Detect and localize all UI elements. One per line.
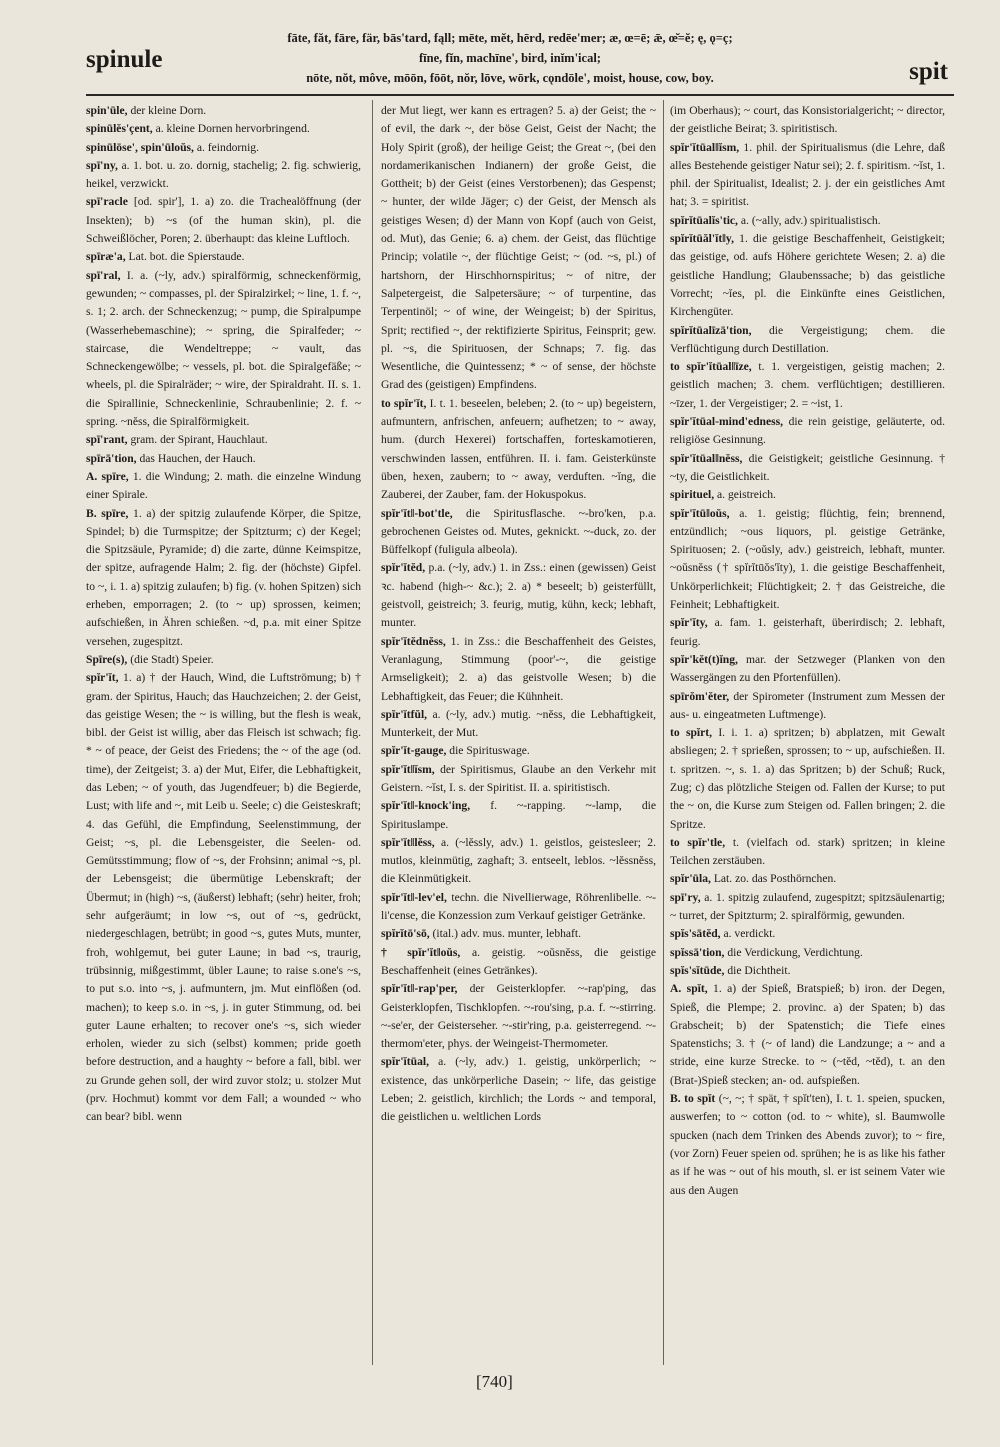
entry-headword: spīrā'tion, (86, 451, 137, 465)
dictionary-entry (670, 870, 945, 888)
dictionary-entry (381, 761, 656, 798)
dictionary-entry (670, 139, 945, 212)
entry-headword: spīræ'a, (86, 250, 126, 264)
entry-headword: spĭssā'tion, (670, 945, 725, 959)
entry-headword: spĭr'ĭt, (86, 671, 119, 685)
entry-headword: spĭr'ĭtĕd, (381, 561, 426, 575)
entry-headword: spĭs'sātĕd, (670, 927, 721, 941)
entry-headword: spĭr'ĭt‖-bot'tle, (381, 506, 453, 520)
pronunciation-key-line: fīne, fĭn, machīne', bird, inĭm'ical; (419, 51, 601, 65)
entry-headword: spĭr'ĭtūal‖ĭsm, (670, 140, 740, 154)
entry-column-2 (381, 102, 656, 1127)
entry-headword: spirituel, (670, 488, 715, 502)
entry-definition: a. geistig. ~oŭsnĕss, die geistige Beschaffenheit (eines Getränkes). (381, 945, 657, 977)
entry-headword: † spĭr'ĭt‖oŭs, (381, 945, 461, 959)
dictionary-entry (86, 669, 361, 1126)
entry-headword: spĭrĭtō'sō, (381, 927, 430, 941)
entry-definition: [od. spir'], 1. a) zo. die Trachealöffnung (der Insekten); b) ~s (of the human skin), pl. die Schweißlöcher, Poren; 2. überhaupt: das kleine Luftloch. (86, 195, 361, 246)
entry-headword: A. spīre, (86, 469, 129, 483)
entry-definition: a. 1. bot. u. zo. dornig, stachelig; 2. fig. schwierig, heikel, verzwickt. (86, 158, 361, 191)
entry-definition: der Mut liegt, wer kann es ertragen? 5. a) der Geist; the ~ of evil, the dark ~, der böse Geist, Geist der Nacht; the Holy Spirit (groß), der heilige Geist; the Great ~, (bei den nordamerikanischen Indianern) der große Geist, die Gottheit; b) der Geist (eines Verstorbenen); das Gespenst; ~ hunter, der wilde Jäger; c) der Geist, der Mensch als geistiges Wesen; d) der Mann von Kopf (auch von Geist, od. Mut), das Genie; 6. a) chem. der Geist, das flüchtige Princip; volatile ~, der flüchtige Geist; ~ (od. ~s, pl.) of hartshorn, der Hirschhornspiritus; ~ of nitre, der Salpetergeist, die Salpetersäure; ~ of turpentine, das Terpentinöl; ~ of wine, der Weingeist; b) der Spiritus, Sprit; rectified ~, der rektifizierte Spiritus, Feinsprit; gew. pl. ~s, die Spirituosen, der Schnaps; 7. fig. das Wesentliche, die Quintessenz; * ~ of sense, der höchste Grad des (geistigen) Empfindens. (381, 104, 656, 392)
entry-headword: spī'rant, (86, 433, 128, 447)
dictionary-entry (670, 980, 945, 1090)
entry-headword: spĭrĭtūalīzā'tion, (670, 323, 752, 337)
entry-definition: der Spiritismus, Glaube an den Verkehr mit Geistern. ~ĭst, I. s. der Spiritist. II. a. spiritistisch. (381, 762, 656, 794)
entry-headword: spī'racle (86, 195, 128, 209)
entry-headword: spĭr'ĭtūal, (381, 1055, 429, 1069)
entry-definition: 1. die geistige Beschaffenheit, Geistigkeit; das geistige, od. aufs Höhere gerichtete Wesen; 2. a) die geistliche Handlung; Glaubenssache; b) das geistliche Vorrecht; ~ĭes, pl. die Einkünfte eines Geistlichen, Kirchengüter. (670, 232, 945, 319)
dictionary-entry (670, 962, 945, 980)
dictionary-entry (670, 834, 945, 871)
entry-definition: (im Oberhaus); ~ court, das Konsistorialgericht; ~ director, der geistliche Beirat; 3. spiritistisch. (670, 104, 945, 136)
dictionary-entry (381, 944, 656, 981)
entry-column-1 (86, 102, 361, 1127)
entry-headword: spin'ūle, (86, 104, 128, 117)
entry-definition: (ital.) adv. mus. munter, lebhaft. (432, 927, 582, 941)
dictionary-entry (381, 559, 656, 632)
entry-definition: a. verdickt. (723, 927, 776, 941)
dictionary-entry (381, 706, 656, 743)
dictionary-entry (86, 102, 361, 120)
dictionary-entry (381, 797, 656, 834)
column-divider (372, 100, 373, 1365)
entry-definition: 1. a) der Spieß, Bratspieß; b) iron. der Degen, Spieß, die Plempe; 2. provinc. a) der Spaten; b) das Grabscheit; b) der Spatenstich; die Tiefe eines Spatenstichs; 3. † (~ of land) die Landzunge; a ~ and a stride, eine kurze Strecke. to ~ (~tĕd, ~tĕd), t. an den (Brat-)Spieß stecken; an- od. aufspießen. (670, 982, 945, 1087)
entry-headword: spĭr'ĭty, (670, 616, 708, 630)
page-number: [740] (476, 1372, 513, 1391)
dictionary-entry (670, 230, 945, 321)
entry-headword: to spĭr'ĭtūal‖īze, (670, 360, 752, 374)
entry-definition: f. ~-rapping. ~-lamp, die Spirituslampe. (381, 799, 656, 831)
dictionary-entry (670, 322, 945, 359)
entry-definition: p.a. (~ly, adv.) 1. in Zss.: einen (gewissen) Geist ꝛc. habend (high-~ &c.); 2. a) * beseelt; b) geisterfüllt, geistvoll, geistreich; 3. feurig, mutig, kühn, keck; lebhaft, munter. (381, 561, 656, 630)
entry-definition: die Spirituswage. (449, 744, 530, 758)
dictionary-entry (381, 395, 656, 505)
dictionary-entry (86, 450, 361, 468)
entry-headword: spĭr'ĭtūal-mind'edness, (670, 415, 784, 429)
entry-definition: die Vergeistigung; chem. die Verflüchtigung durch Destillation. (670, 323, 945, 355)
entry-definition: der Geisterklopfer. ~-rap'ping, das Geisterklopfen, Tischklopfen. ~-rou'sing, p.a. f. ~-stirring. ~-se'er, der Geisterseher. ~-stir'ring, p.a. geisterregend. ~-thermom'eter, phys. der Weingeist-Thermometer. (381, 982, 656, 1051)
entry-headword: B. to spĭt (670, 1092, 716, 1106)
entry-headword: spĭrĭtūăl'ĭt‖y, (670, 232, 734, 246)
pronunciation-key (230, 28, 790, 88)
dictionary-entry (381, 834, 656, 889)
entry-headword: spĭr'ĭt‖ĭsm, (381, 762, 435, 776)
entry-definition: 1. in Zss.: die Beschaffenheit des Geistes, Veranlagung, Stimmung (poor'-~, die geistige Armseligkeit); 2. a) das geistvolle Wesen; b) die Lebhaftigkeit, das Feuer; die Kühnheit. (381, 634, 656, 703)
dictionary-entry (381, 505, 656, 560)
dictionary-entry (670, 486, 945, 504)
entry-headword: A. spĭt, (670, 982, 708, 996)
entry-definition: das Hauchen, der Hauch. (139, 451, 256, 465)
entry-headword: spĭr'ĭtūal‖nĕss, (670, 451, 743, 465)
dictionary-entry (381, 633, 656, 706)
entry-definition: die Spiritusflasche. ~-bro'ken, p.a. gebrochenen Geistes od. Mutes, geknickt. ~-duck, zo. der Büffelkopf (fuligula albeola). (381, 506, 657, 557)
entry-definition: a. 1. spitzig zulaufend, zugespitzt; spitzsäulenartig; ~ turret, der Spitzturm; 2. spiralförmig, gewunden. (670, 890, 945, 923)
entry-headword: B. spīre, (86, 506, 129, 520)
pronunciation-key-line: fāte, făt, fāre, fär, bās'tard, fąll; mēte, mĕt, hērd, redēe'mer; æ, œ=ē; ǣ, œ̆=ĕ; ę, ǫ=ç; (287, 31, 733, 45)
entry-headword: spī'ny, (86, 158, 118, 172)
dictionary-entry (670, 413, 945, 450)
entry-definition: a. fam. 1. geisterhaft, überirdisch; 2. lebhaft, feurig. (670, 616, 945, 648)
entry-definition: gram. der Spirant, Hauchlaut. (130, 433, 268, 447)
dictionary-entry (670, 889, 945, 926)
entry-headword: to spĭr'ĭt, (381, 396, 427, 410)
entry-headword: spĭs'sĭtūde, (670, 963, 725, 977)
dictionary-entry (670, 505, 945, 615)
dictionary-entry (86, 248, 361, 266)
header-rule (86, 94, 954, 96)
entry-headword: spĭr'kĕt(t)ĭng, (670, 652, 738, 666)
entry-headword: spĭr'ūla, (670, 872, 711, 886)
entry-definition: die Verdickung, Verdichtung. (727, 945, 863, 959)
entry-definition: a. 1. geistig; flüchtig, fein; brennend, entzündlich; ~ous liquors, pl. geistige Getränke, Spirituosen; 2. (~oŭsly, adv.) geistreich, lebhaft, munter. ~oŭsnĕss († spĭrĭtūŏs'ĭty), 1. die geistige Beschaffenheit, Unkörperlichkeit; Flüchtigkeit; 2. † das Geistreiche, die Feinheit; Lebhaftigkeit. (670, 506, 945, 612)
dictionary-entry (86, 468, 361, 505)
dictionary-entry (86, 139, 361, 157)
entry-headword: spĭr'ĭt‖lĕss, (381, 835, 435, 849)
dictionary-entry (670, 614, 945, 651)
entry-definition: die rein geistige, geläuterte, od. religiöse Gesinnung. (670, 415, 945, 447)
dictionary-entry (86, 120, 361, 138)
dictionary-entry (670, 450, 945, 487)
dictionary-entry (381, 742, 656, 760)
entry-definition: (~, ~; † spät, † spĭt'ten), I. t. 1. speien, spucken, auswerfen; to ~ cotton (od. to ~ white), sl. Baumwolle spucken (nach dem Trinken des Abends zuvor); to ~ fire, (vor Zorn) Feuer speien od. sprühen; he is as like his father as if he was ~ out of his mouth, sl. er ist seinem Vater wie aus den Augen (670, 1092, 945, 1197)
entry-definition: die Dichtheit. (727, 963, 791, 977)
entry-definition: der kleine Dorn. (130, 104, 207, 117)
entry-definition: a. (~lĕssly, adv.) 1. geistlos, geistesleer; 2. mutlos, kleinmütig, zaghaft; 3. entseelt, leblos. ~lĕssnĕss, die Kleinmütigkeit. (381, 835, 656, 886)
entry-definition: a. geistreich. (717, 488, 776, 502)
dictionary-entry (381, 102, 656, 395)
entry-headword: spinūlōse', spin'ūloŭs, (86, 140, 194, 154)
entry-definition: t. (vielfach od. stark) spritzen; in kleine Teilchen zerstäuben. (670, 835, 945, 868)
entry-headword: spĭr'ĭt-gauge, (381, 744, 447, 758)
dictionary-entry (670, 102, 945, 139)
entry-headword: spĭrĭtūalĭs'tic, (670, 213, 738, 227)
entry-headword: to spĭr'tle, (670, 835, 726, 849)
entry-definition: mar. der Setzweger (Planken von den Wassergängen zu den Pfortenfüllen). (670, 652, 945, 685)
dictionary-entry (86, 651, 361, 669)
entry-definition: a. feindornig. (196, 140, 259, 154)
entry-definition: techn. die Nivellierwage, Röhrenlibelle. ~-li'cense, die Konzession zum Verkauf geistiger Getränke. (381, 890, 656, 923)
entry-headword: spĭr'ĭtfŭl, (381, 707, 428, 721)
entry-definition: 1. a) der spitzig zulaufende Körper, die Spitze, Spindel; b) die Turmspitze; der Spitzturm; c) der Kegel; die Spitzsäule, Pyramide; d) die zarte, dünne Keimspitze, der spitze, aufragende Halm; 2. fig. der (höchste) Gipfel. to ~, i. 1. a) spitzig zulaufen; b) fig. (v. hohen Spitzen) sich erheben, emporragen; 2. (to ~ up) sprossen, keimen; aufschießen, in Ähren schießen. ~d, p.a. mit einer Spitze versehen, zugespitzt. (86, 506, 361, 648)
left-guide-word: spinule (86, 46, 163, 73)
entry-definition: 1. phil. der Spiritualismus (die Lehre, daß alles Bestehende geistiger Natur sei); 2. f. spiritism. ~ĭst, 1. phil. der Spiritualist, Idealist; 2. j. der ein geistliches Amt hat; 3. = spiritist. (670, 140, 945, 209)
entry-headword: spinūlĕs'çent, (86, 122, 153, 136)
dictionary-entry (670, 925, 945, 943)
entry-definition: I. a. (~ly, adv.) spiralförmig, schneckenförmig, gewunden; ~ compasses, pl. der Spiralzirkel; ~ line, 1. f. ~, s. 1; 2. arch. der Schneckenzug; ~ pump, die Spiralpumpe (Wasserhebemaschine); ~ spring, die Spiralfeder; ~ staircase, die Wendeltreppe; ~ vault, das Schneckengewölbe; ~ vessels, pl. bot. die Spiralgefäße; ~ wheels, pl. die Spiralräder; ~ wire, der Spiraldraht. II. s. 1. die Spirallinie, Schneckenlinie, Schraubenlinie; 2. f. ~ spring. ~nĕss, die Spiralförmigkeit. (86, 268, 361, 429)
entry-definition: der Spirometer (Instrument zum Messen der aus- u. eingeatmeten Luftmenge). (670, 689, 945, 721)
entry-headword: spīrŏm'ĕter, (670, 689, 730, 703)
column-divider (663, 100, 664, 1365)
entry-headword: to spĭrt, (670, 726, 713, 740)
entry-definition: Lat. zo. das Posthörnchen. (713, 872, 837, 886)
entry-definition: Lat. bot. die Spierstaude. (128, 250, 245, 264)
entry-headword: Spīre(s), (86, 652, 128, 666)
entry-headword: spĭr'ĭtū‖oŭs, (670, 506, 730, 520)
entry-definition: 1. die Windung; 2. math. die einzelne Windung einer Spirale. (86, 469, 361, 502)
dictionary-entry (670, 212, 945, 230)
dictionary-entry (86, 267, 361, 432)
dictionary-entry (670, 724, 945, 834)
dictionary-entry (670, 944, 945, 962)
entry-headword: spī'ry, (670, 890, 701, 904)
entry-definition: a. (~ally, adv.) spiritualistisch. (740, 213, 881, 227)
entry-column-3 (670, 102, 945, 1200)
entry-definition: die Geistigkeit; geistliche Gesinnung. † ~ty, die Geistlichkeit. (670, 451, 945, 483)
dictionary-entry (381, 1053, 656, 1126)
entry-definition: a. kleine Dornen hervorbringend. (155, 122, 310, 136)
entry-headword: spĭr'ĭtĕdnĕss, (381, 634, 446, 648)
entry-definition: I. t. 1. beseelen, beleben; 2. (to ~ up) begeistern, aufmuntern, anfrischen, anfeuern; aufhetzen; to ~ away, hum. (durch Hexerei) fortschaffen, forteskamotieren, verschwinden lassen, entführen. II. i. fam. Geisterkünste üben, hexen, zaubern; to ~ away, verduften. ~ĭng, die Zauberei, der Zauber, fam. der Hokuspokus. (381, 396, 656, 502)
entry-definition: 1. a) † der Hauch, Wind, die Luftströmung; b) † gram. der Spiritus, Hauch; das Hauchzeichen; 2. der Geist, das geistige Wesen; the ~ is willing, but the flesh is weak, bibl. der Geist ist willig, aber das Fleisch ist schwach; fig. * ~ of peace, der Geist des Friedens; the ~ of the age (od. time), der Zeitgeist; 3. a) der Mut, Eifer, die Lebhaftigkeit, das Leben; ~ of youth, das Jugendfeuer; b) die Begierde, Lust; with life and ~, mit Leib u. Seele; c) die Geisteskraft; 4. das Gefühl, die Empfindung, Seelenstimmung, der Geist; ~s, pl. die Lebensgeister, die Seelen- od. Gemütsstimmung; flow of ~s, der Frohsinn; animal ~s, pl. der Lebensgeist; die übermütige Lebenskraft; der Übermut; in (high) ~s, (äußerst) lebhaft; (sehr) heiter, froh; sehr aufgeräumt; in low ~s, out of ~s, gedrückt, niedergeschlagen, betrübt; in good ~s, gutes Muts, munter, froh, wohlgemut, bei guter Laune; in bad ~s, traurig, trübsinnig, mißgestimmt, übler Laune; to raise s.one's ~s, to put s.o. into ~s, j. aufmuntern, jm. Mut einflößen (od. machen); to keep s.o. in ~s, j. in guter Stimmung, od. bei guter Laune erhalten; to recover one's ~s, sich wieder erholen, wieder zu sich (selbst) kommen; pride goeth before destruction, and a haughty ~ before a fall, bibl. wer zu Grunde gehen soll, der wird zuvor stolz; u. stolzer Mut (prv. Hochmut) kommt vor dem Fall; a wounded ~ who can bear? bibl. wenn (86, 671, 361, 1124)
entry-headword: spĭr'ĭt‖-lev'el, (381, 890, 447, 904)
dictionary-entry (670, 651, 945, 688)
dictionary-entry (86, 431, 361, 449)
dictionary-entry (381, 925, 656, 943)
entry-definition: t. 1. vergeistigen, geistig machen; 2. geistlich machen; 3. chem. verflüchtigen; destillieren. ~īzer, 1. der Vergeistiger; 2. = ~ist, 1. (670, 360, 945, 410)
entry-headword: spī'ral, (86, 268, 121, 282)
entry-definition: I. i. 1. a) spritzen; b) abplatzen, mit Gewalt absliegen; 2. † sprießen, sprossen; to ~ up, aufschießen. II. t. spritzen. ~, s. 1. a) das Spritzen; b) der Schuß; Ruck, Zug; c) das plötzliche Steigen od. Fallen der Kurse; to put the ~ on, die Kurse zum Steigen od. Fallen bringen; 2. die Spritze. (670, 726, 945, 831)
dictionary-entry (86, 157, 361, 194)
dictionary-entry (381, 889, 656, 926)
dictionary-entry (670, 1090, 945, 1200)
entry-definition: a. (~ly, adv.) mutig. ~nĕss, die Lebhaftigkeit, Munterkeit, der Mut. (381, 707, 656, 740)
right-guide-word: spit (909, 58, 948, 85)
dictionary-entry (86, 193, 361, 248)
dictionary-entry (670, 688, 945, 725)
entry-definition: (die Stadt) Speier. (130, 652, 214, 666)
entry-headword: spĭr'ĭt‖-rap'per, (381, 982, 458, 996)
pronunciation-key-line: nōte, nŏt, môve, mōōn, fōōt, nŏr, lōve, wōrk, cǫndōle', moist, house, cow, boy. (306, 71, 714, 85)
entry-definition: a. (~ly, adv.) 1. geistig, unkörperlich; ~ existence, das unkörperliche Dasein; ~ life, das geistige Leben; 2. geistlich, kirchlich; the Lords ~ and temporal, die geistlichen u. weltlichen Lords (381, 1055, 657, 1124)
dictionary-entry (381, 980, 656, 1053)
dictionary-entry (86, 505, 361, 651)
entry-headword: spĭr'ĭt‖-knock'ing, (381, 799, 471, 813)
dictionary-entry (670, 358, 945, 413)
